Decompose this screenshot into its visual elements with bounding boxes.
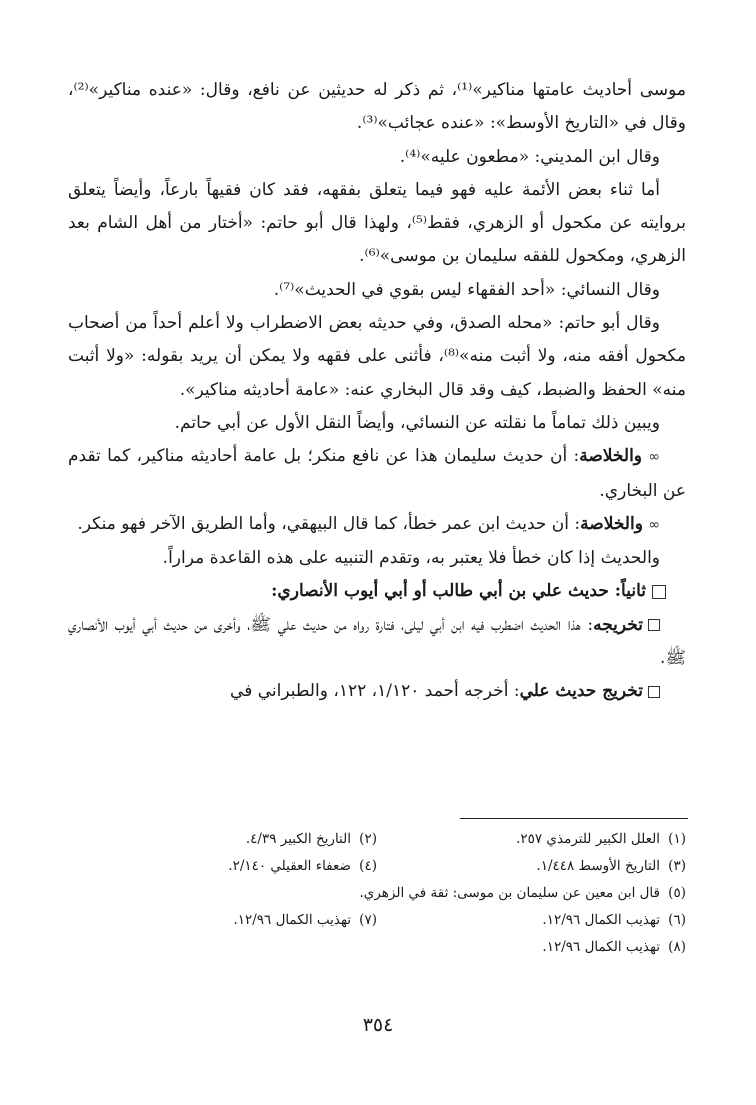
paragraph-11	[68, 675, 686, 708]
footnote-text: التاريخ الكبير ٤/٣٩.	[245, 831, 351, 847]
conclusion-1-text: : أن حديث سليمان هذا عن نافع منكر؛ بل عامة أحاديثه مناكير، كما تقدم عن البخاري.	[68, 446, 686, 501]
footnote-number: (٨)	[668, 939, 686, 955]
section-heading	[68, 575, 666, 608]
footnote-4	[68, 853, 377, 880]
paragraph-11-text: : أخرجه أحمد ١/١٢٠، ١٢٢، والطبراني في	[230, 681, 520, 702]
paragraph-4: وقال النسائي: «أحد الفقهاء ليس بقوي في الحديث»⁽⁷⁾.	[273, 279, 660, 300]
footnote-2	[68, 826, 377, 853]
paragraph-11-lead: تخريج حديث علي	[519, 681, 643, 702]
footnote-6	[377, 907, 686, 934]
footnote-5	[68, 880, 686, 907]
footnote-row	[68, 934, 686, 961]
paragraph-9: والحديث إذا كان خطأ فلا يعتبر به، وتقدم التنبيه على هذه القاعدة مراراً.	[162, 548, 660, 569]
section-heading-text: ثانياً: حديث علي بن أبي طالب أو أبي أيوب الأنصاري:	[271, 581, 646, 602]
square-bullet-icon	[648, 686, 660, 698]
infinity-icon: ∞	[648, 449, 660, 466]
footnote-text: تهذيب الكمال ١٢/٩٦.	[542, 912, 660, 928]
main-text	[68, 74, 686, 709]
conclusion-2-text: : أن حديث ابن عمر خطأ، كما قال البيهقي، وأما الطريق الآخر فهو منكر.	[77, 513, 581, 534]
footnote-text: قال ابن معين عن سليمان بن موسى: ثقة في الزهري.	[359, 885, 660, 901]
footnote-text: تهذيب الكمال ١٢/٩٦.	[542, 939, 660, 955]
footnote-number: (٣)	[668, 858, 686, 874]
page-number: ٣٥٤	[362, 1014, 394, 1036]
paragraph-10	[68, 609, 686, 676]
paragraph-1: موسى أحاديث عامتها مناكير»⁽¹⁾، ثم ذكر له حديثين عن نافع، وقال: «عنده مناكير»⁽²⁾، وقال في «التاريخ الأوسط»: «عنده عجائب»⁽³⁾.	[68, 80, 686, 134]
paragraph-3: أما ثناء بعض الأئمة عليه فهو فيما يتعلق بفقهه، فقد كان فقيهاً بارعاً، وأيضاً يتعلق بروايته عن مكحول أو الزهري، فقط⁽⁵⁾، ولهذا قال أبو حاتم: «أختار من أهل الشام بعد الزهري، ومكحول للفقه سليمان بن موسى»⁽⁶⁾.	[68, 179, 686, 267]
footnote-number: (٦)	[668, 912, 686, 928]
footnote-number: (٤)	[359, 858, 377, 874]
paragraph-5: وقال أبو حاتم: «محله الصدق، وفي حديثه بعض الاضطراب ولا أعلم أحداً من أصحاب مكحول أفقه منه، ولا أثبت منه»⁽⁸⁾، فأثنى على فقهه ولا يمكن أن يريد بقوله: «ولا أثبت منه» الحفظ والضبط، كيف وقد قال البخاري عنه: «عامة أحاديثه مناكير».	[68, 313, 686, 400]
conclusion-1-lead: والخلاصة	[579, 446, 642, 467]
footnote-1	[377, 826, 686, 853]
footnote-number: (٥)	[668, 885, 686, 901]
footnote-row	[68, 826, 686, 853]
footnote-text: تهذيب الكمال ١٢/٩٦.	[233, 912, 351, 928]
footnote-number: (٧)	[359, 912, 377, 928]
document-icon	[652, 585, 666, 599]
footnote-text: ضعفاء العقيلي ٢/١٤٠.	[228, 858, 351, 874]
footnote-row	[68, 880, 686, 907]
paragraph-2: وقال ابن المديني: «مطعون عليه»⁽⁴⁾.	[399, 146, 660, 167]
footnote-text: العلل الكبير للترمذي ٢٥٧.	[516, 831, 660, 847]
footnote-number: (٢)	[359, 831, 377, 847]
footnote-7	[68, 907, 377, 934]
paragraph-10-lead: تخريجه	[593, 614, 643, 635]
footnotes	[68, 826, 686, 961]
infinity-icon: ∞	[648, 516, 660, 533]
paragraph-6: ويبين ذلك تماماً ما نقلته عن النسائي، وأيضاً النقل الأول عن أبي حاتم.	[174, 412, 660, 433]
footnote-8	[68, 934, 686, 961]
paragraph-10-text: : هذا الحديث اضطرب فيه ابن أبي ليلى، فتارة رواه من حديث علي ﷺ، وأخرى من حديث أبي أيوب الأنصاري ﷺ.	[68, 614, 686, 669]
footnote-text: التاريخ الأوسط ١/٤٤٨.	[536, 858, 660, 874]
square-bullet-icon	[648, 619, 660, 631]
footnote-row	[68, 907, 686, 934]
footnote-separator	[460, 818, 688, 819]
footnote-row	[68, 853, 686, 880]
conclusion-2	[68, 508, 686, 542]
footnote-3	[377, 853, 686, 880]
conclusion-1	[68, 440, 686, 508]
conclusion-2-lead: والخلاصة	[580, 513, 643, 534]
footnote-number: (١)	[668, 831, 686, 847]
